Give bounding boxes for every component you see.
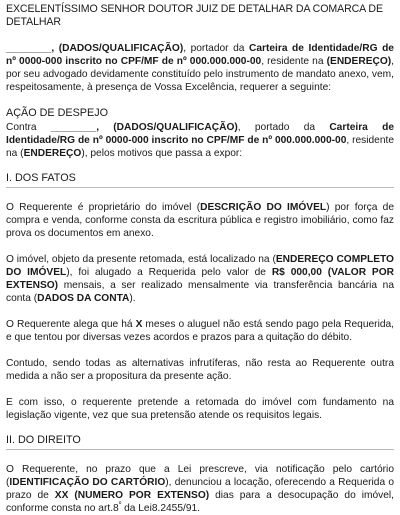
section-heading-facts: I. DOS FATOS (6, 172, 76, 184)
facts-paragraph-5: E com isso, o requerente pretende a retomada do imóvel com fundamento na legislação vigente, vez que sua pretensão atende os requisitos legais. (6, 397, 394, 421)
facts-paragraph-1: O Requerente é proprietário do imóvel (DESCRIÇÃO DO IMÓVEL) por força de compra e venda, conforme consta da escritura pública e registro imobiliário, como faz prova os documentos em anexo. (6, 202, 394, 239)
law-paragraph-1: O Requerente, no prazo que a Lei prescreve, via notificação pelo cartório (IDENTIFICAÇÃO DO CARTÓRIO), denunciou a locação, oferecendo a Requerida o prazo de XX (NUMERO POR EXTENSO) dias para a desocupação do imóvel, conforme consta no $art.8^º$ da Lei8.2455/91. (6, 464, 394, 514)
section-divider (6, 449, 394, 450)
intro-paragraph: ________, (DADOS/QUALIFICAÇÃO), portador da Carteira de Identidade/RG de nº 0000-000 inscrito no CPF/MF de nº 000.000.000-00, residente na (ENDEREÇO), por seu advogado devidamente constituído pelo instrumento de mandato anexo, vem, respeitosamente, à presença de Vossa Excelência, requerer a seguinte: (6, 43, 395, 93)
defendant-name-blank: ________ (50, 122, 97, 133)
section-divider (6, 187, 394, 188)
facts-paragraph-3: O Requerente alega que há X meses o aluguel não está sendo pago pela Requerida, e que tentou por diversas vezes acordos e prazos para a quitação do débito. (6, 319, 394, 343)
court-header: EXCELENTÍSSIMO SENHOR DOUTOR JUIZ DE DETALHAR DA COMARCA DE DETALHAR (6, 3, 383, 28)
defendant-paragraph: Contra ________, (DADOS/QUALIFICAÇÃO), portado da Carteira de Identidade/RG de nº 0000-000 inscrito no CPF/MF de nº 000.000.000-00, residente na (ENDEREÇO), pelos motivos que passa a expor: (6, 122, 394, 159)
plaintiff-name-blank: ________ (6, 43, 52, 54)
action-title: AÇÃO DE DESPEJO (6, 107, 108, 119)
facts-paragraph-4: Contudo, sendo todas as alternativas infrutíferas, não resta ao Requerente outra medida a não ser a propositura da presente ação. (6, 358, 394, 382)
facts-paragraph-2: O imóvel, objeto da presente retomada, está localizado na (ENDEREÇO COMPLETO DO IMÓVEL), foi alugado a Requerida pelo valor de R$ 000,00 (VALOR POR EXTENSO) mensais, a ser realizado mensalmente via transferência bancária na conta (DADOS DA CONTA). (6, 254, 395, 304)
section-heading-law: II. DO DIREITO (6, 434, 81, 446)
